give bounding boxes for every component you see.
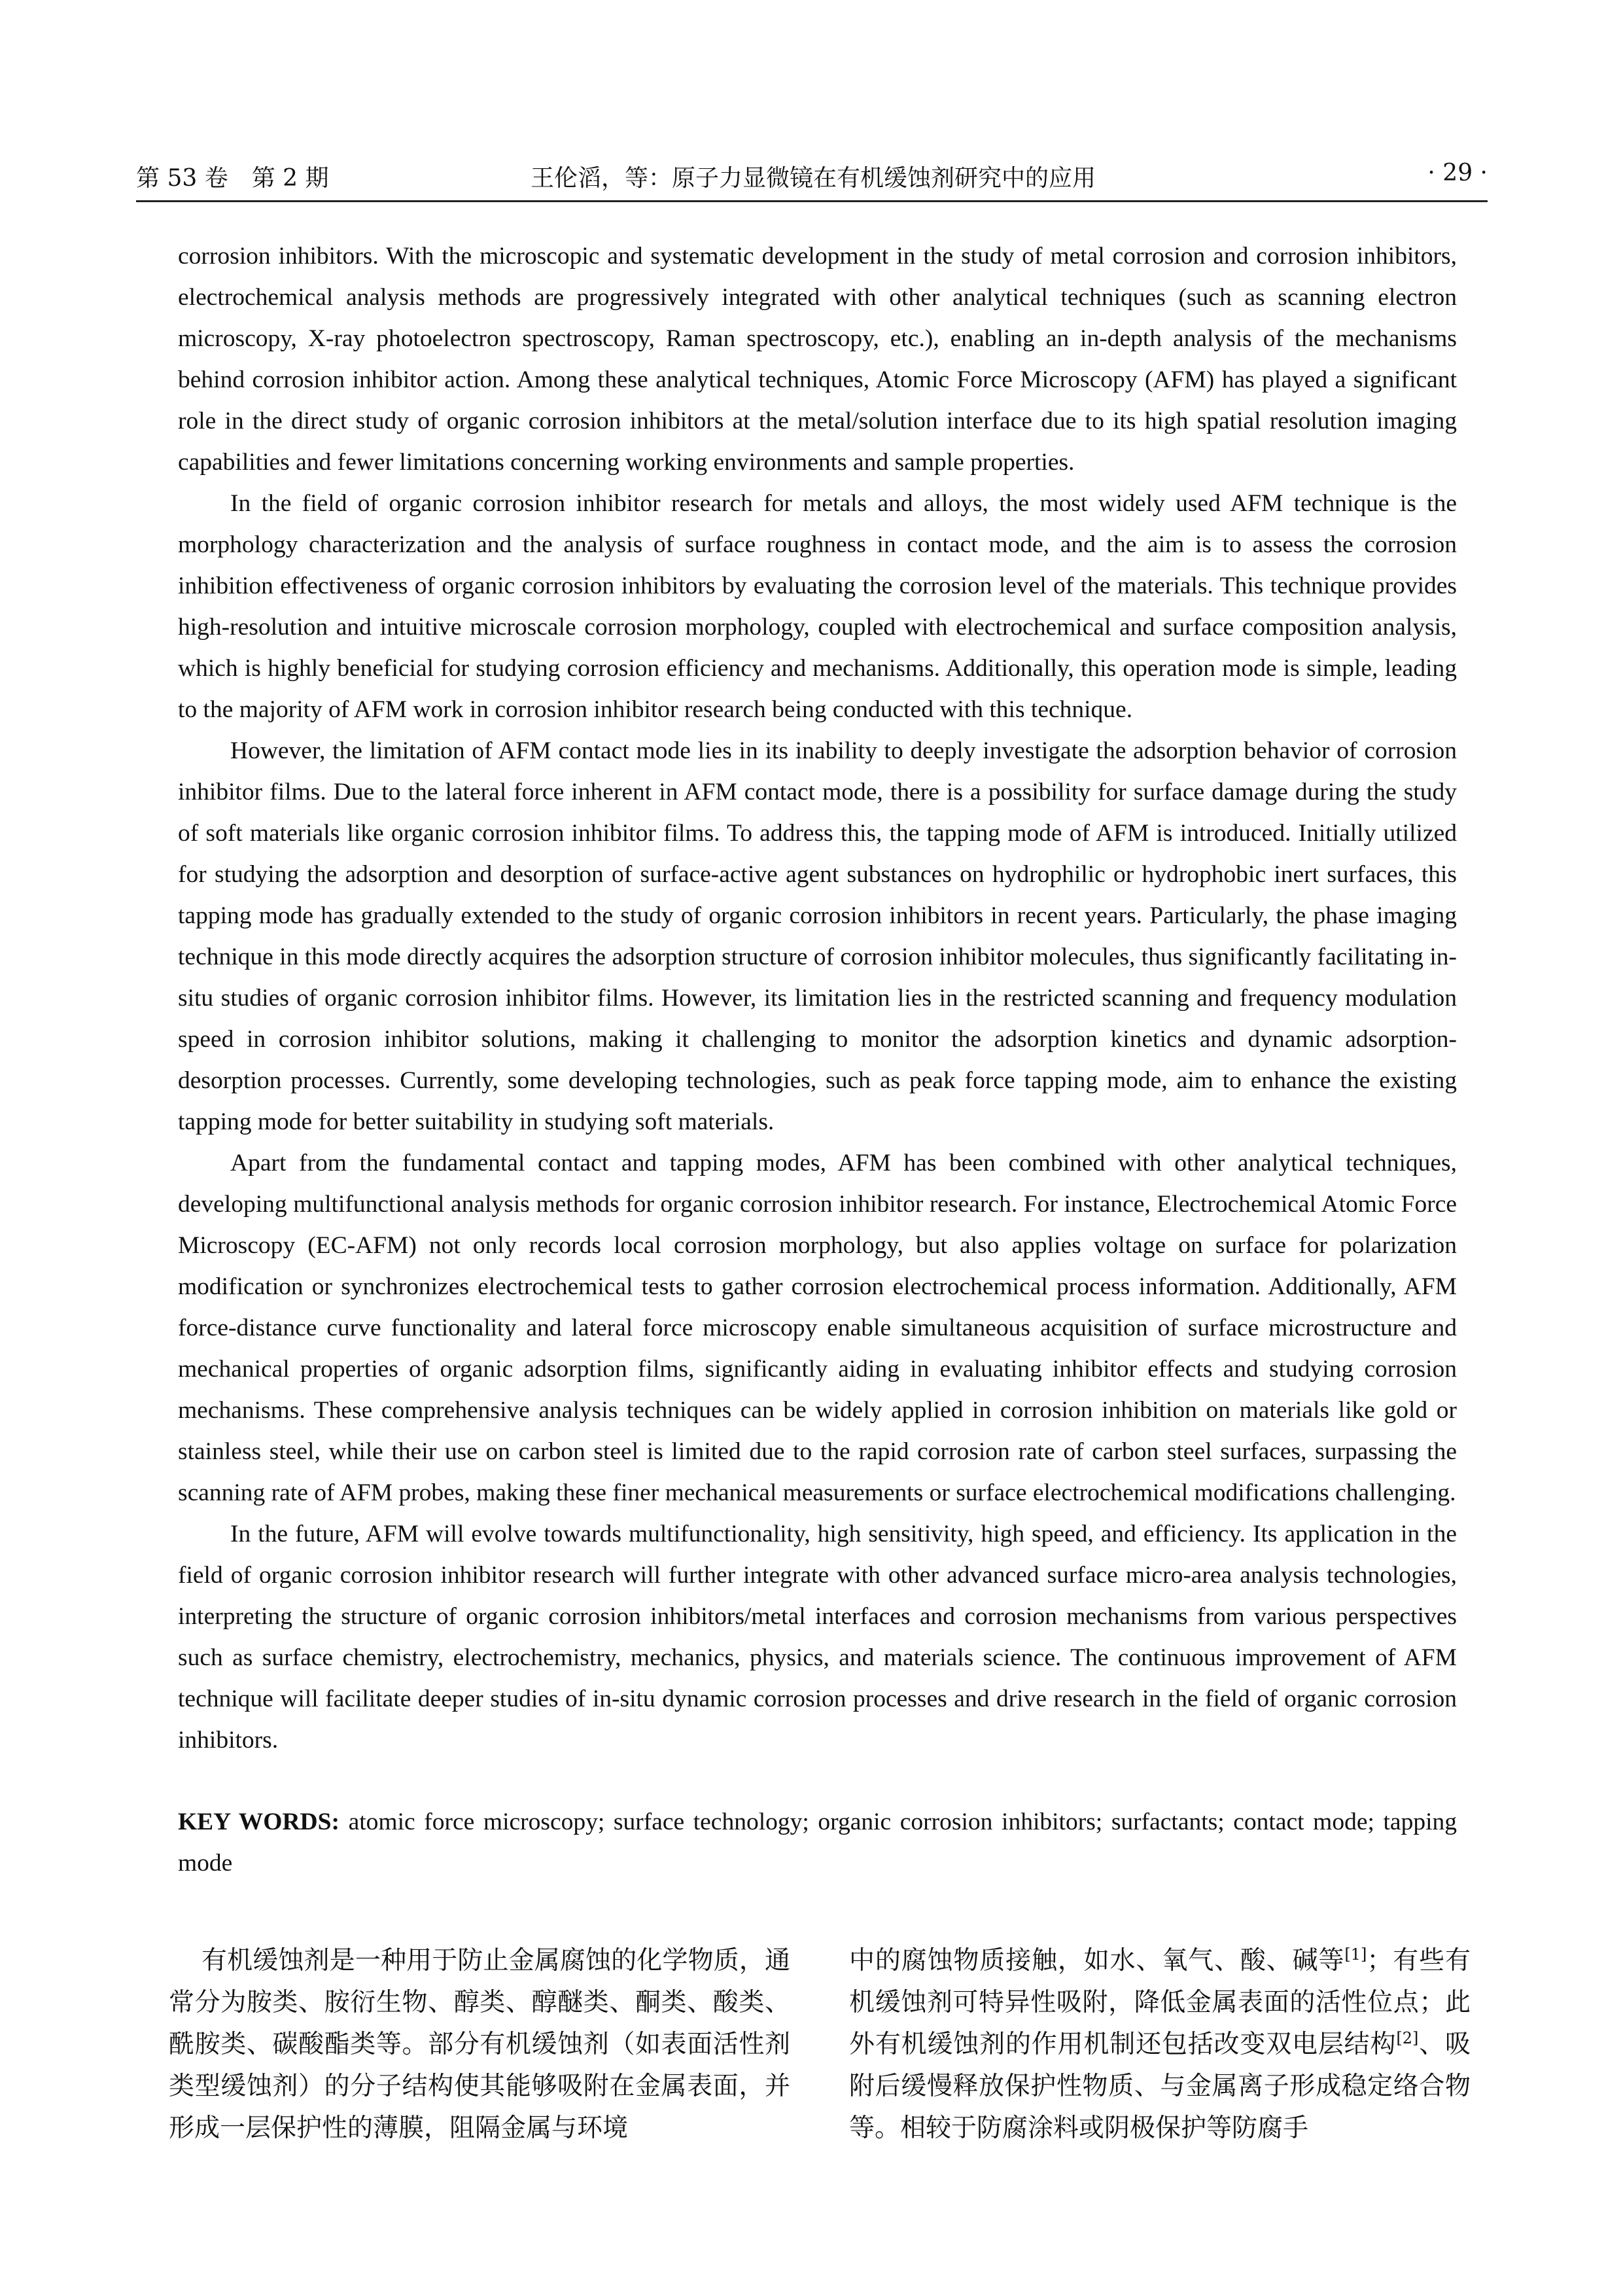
- body-text: 、吸附后缓慢释放保护性物质、与金属离子形成稳定络合物等。相较于防腐涂料或阴极保护等防腐手: [849, 2030, 1471, 2143]
- running-header: [136, 154, 1488, 202]
- abstract-paragraph: In the future, AFM will evolve towards multifunctionality, high sensitivity, high speed, and efficiency. Its application in the field of organic corrosion inhibitor research will further integrate with other advanced surface micro-area analysis technologies, interpreting the structure of organic corrosion inhibitors/metal interfaces and corrosion mechanisms from various perspectives such as surface chemistry, electrochemistry, mechanics, physics, and materials science. The continuous improvement of AFM technique will facilitate deeper studies of in-situ dynamic corrosion processes and drive research in the field of organic corrosion inhibitors.: [178, 1521, 1457, 1754]
- page-number: · 29 ·: [1427, 160, 1488, 186]
- abstract-paragraph: Apart from the fundamental contact and tapping modes, AFM has been combined with other analytical techniques, developing multifunctional analysis methods for organic corrosion inhibitor research. For instance, Electrochemical Atomic Force Microscopy (EC-AFM) not only records local corrosion morphology, but also applies voltage on surface for polarization modification or synchronizes electrochemical tests to gather corrosion electrochemical process information. Additionally, AFM force-distance curve functionality and lateral force microscopy enable simultaneous acquisition of surface microstructure and mechanical properties of organic adsorption films, significantly aiding in evaluating inhibitor effects and studying corrosion mechanisms. These comprehensive analysis techniques can be widely applied in corrosion inhibition on materials like gold or stainless steel, while their use on carbon steel is limited due to the rapid corrosion rate of carbon steel surfaces, surpassing the scanning rate of AFM probes, making these finer mechanical measurements or surface electrochemical modifications challenging.: [178, 1150, 1457, 1506]
- keywords: [178, 1801, 1457, 1884]
- body-left-column: 有机缓蚀剂是一种用于防止金属腐蚀的化学物质，通常分为胺类、胺衍生物、醇类、醇醚类、酮类、酸类、酰胺类、碳酸酯类等。部分有机缓蚀剂（如表面活性剂类型缓蚀剂）的分子结构使其能够吸附在金属表面，并形成一层保护性的薄膜，阻隔金属与环境: [169, 1946, 790, 2143]
- citation-ref[interactable]: [2]: [1396, 2029, 1419, 2047]
- body-text: ；有些有机缓蚀剂可特异性吸附，降低金属表面的活性位点；此外有机缓蚀剂的作用机制还包括改变双电层结构: [849, 1946, 1471, 2059]
- english-abstract: [178, 236, 1457, 1761]
- abstract-paragraph: corrosion inhibitors. With the microscopic and systematic development in the study of metal corrosion and corrosion inhibitors, electrochemical analysis methods are progressively integrated with other analytical techniques (such as scanning electron microscopy, X-ray photoelectron spectroscopy, Raman spectroscopy, etc.), enabling an in-depth analysis of the mechanisms behind corrosion inhibitor action. Among these analytical techniques, Atomic Force Microscopy (AFM) has played a significant role in the direct study of organic corrosion inhibitors at the metal/solution interface due to its high spatial resolution imaging capabilities and fewer limitations concerning working environments and sample properties.: [178, 243, 1457, 476]
- body-right-column: [849, 1940, 1471, 2149]
- keywords-label: KEY WORDS:: [178, 1809, 340, 1835]
- journal-volume-issue: 第 53 卷 第 2 期: [136, 165, 329, 192]
- body-text: 中的腐蚀物质接触，如水、氧气、酸、碱等: [849, 1946, 1345, 1975]
- abstract-paragraph: In the field of organic corrosion inhibitor research for metals and alloys, the most widely used AFM technique is the morphology characterization and the analysis of surface roughness in contact mode, and the aim is to assess the corrosion inhibition effectiveness of organic corrosion inhibitors by evaluating the corrosion level of the materials. This technique provides high-resolution and intuitive microscale corrosion morphology, coupled with electrochemical and surface composition analysis, which is highly beneficial for studying corrosion efficiency and mechanisms. Additionally, this operation mode is simple, leading to the majority of AFM work in corrosion inhibitor research being conducted with this technique.: [178, 490, 1457, 723]
- running-title: 王伦滔，等：原子力显微镜在有机缓蚀剂研究中的应用: [530, 165, 1096, 192]
- abstract-paragraph: However, the limitation of AFM contact mode lies in its inability to deeply investigate the adsorption behavior of corrosion inhibitor films. Due to the lateral force inherent in AFM contact mode, there is a possibility for surface damage during the study of soft materials like organic corrosion inhibitor films. To address this, the tapping mode of AFM is introduced. Initially utilized for studying the adsorption and desorption of surface-active agent substances on hydrophilic or hydrophobic inert surfaces, this tapping mode has gradually extended to the study of organic corrosion inhibitors in recent years. Particularly, the phase imaging technique in this mode directly acquires the adsorption structure of corrosion inhibitor molecules, thus significantly facilitating in-situ studies of organic corrosion inhibitor films. However, its limitation lies in the restricted scanning and frequency modulation speed in corrosion inhibitor solutions, making it challenging to monitor the adsorption kinetics and dynamic adsorption-desorption processes. Currently, some developing technologies, such as peak force tapping mode, aim to enhance the existing tapping mode for better suitability in studying soft materials.: [178, 737, 1457, 1135]
- citation-ref[interactable]: [1]: [1344, 1945, 1367, 1964]
- keywords-text: atomic force microscopy; surface technology; organic corrosion inhibitors; surfactants; contact mode; tapping mode: [178, 1809, 1457, 1877]
